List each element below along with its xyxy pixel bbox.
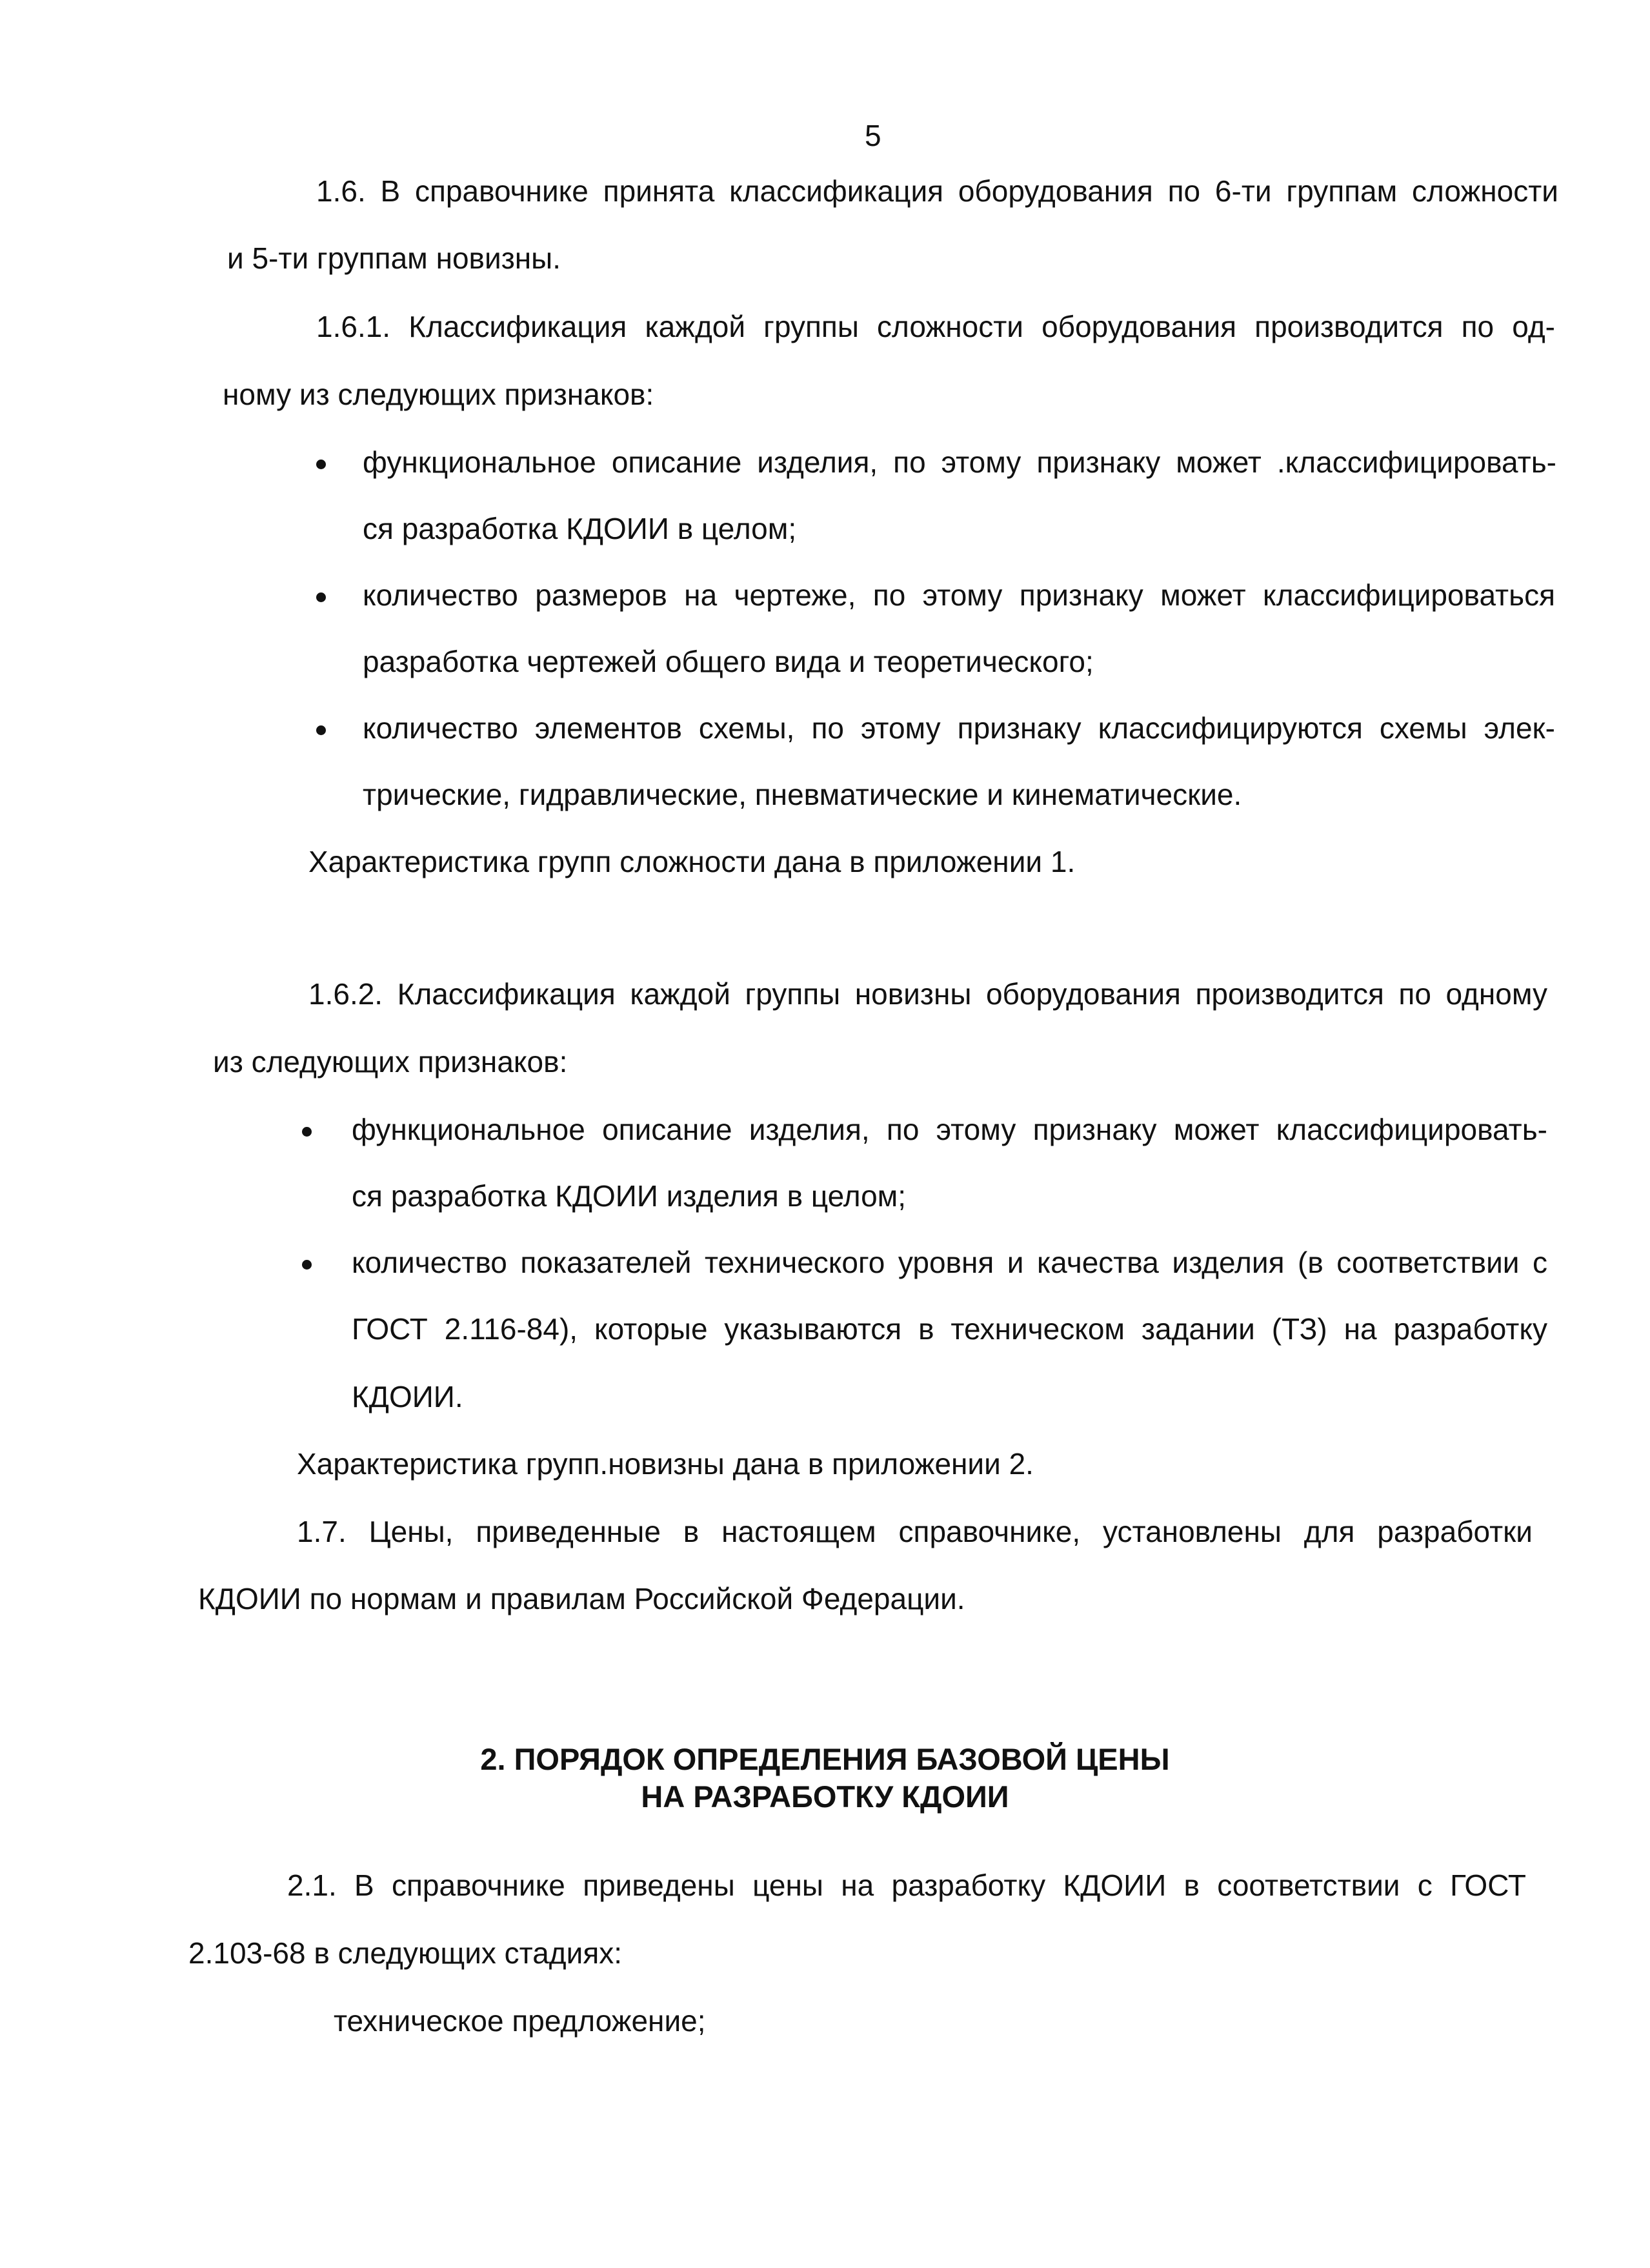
paragraph-1-7-line-2: КДОИИ по нормам и правилам Российской Федерации. <box>198 1582 965 1615</box>
paragraph-1-6-1-line-1: 1.6.1. Классификация каждой группы сложности оборудования производится по од- <box>316 310 1555 343</box>
section-2-heading-line-2: НА РАЗРАБОТКУ КДОИИ <box>641 1779 1009 1814</box>
paragraph-1-6-2-line-1: 1.6.2. Классификация каждой группы новизны оборудования производится по одному <box>308 977 1547 1011</box>
list-item-1-6-2-b-line-3: КДОИИ. <box>352 1380 463 1413</box>
bullet-icon <box>316 725 326 735</box>
paragraph-1-6-line-2: и 5-ти группам новизны. <box>227 241 561 275</box>
list-item-1-6-2-b-line-1: количество показателей технического уровня и качества изделия (в соответствии с <box>352 1246 1547 1279</box>
bullet-icon <box>302 1260 312 1270</box>
list-item-1-6-1-a-line-1: функциональное описание изделия, по этому признаку может .классифицировать- <box>363 445 1556 479</box>
paragraph-1-6-1-line-2: ному из следующих признаков: <box>223 378 654 411</box>
list-item-1-6-2-a-line-2: ся разработка КДОИИ изделия в целом; <box>352 1179 907 1213</box>
paragraph-1-6-line-1: 1.6. В справочнике принята классификация оборудования по 6-ти группам сложности <box>316 174 1558 208</box>
paragraph-2-1-line-2: 2.103-68 в следующих стадиях: <box>188 1936 623 1970</box>
list-item-1-6-1-b-line-1: количество размеров на чертеже, по этому признаку может классифицироваться <box>363 578 1555 612</box>
stage-item-technical-proposal: техническое предложение; <box>334 2004 706 2038</box>
paragraph-1-6-2-line-2: из следующих признаков: <box>213 1045 568 1078</box>
paragraph-2-1-line-1: 2.1. В справочнике приведены цены на разработку КДОИИ в соответствии с ГОСТ <box>287 1868 1526 1902</box>
list-item-1-6-1-b-line-2: разработка чертежей общего вида и теоретического; <box>363 645 1094 678</box>
section-2-heading-line-1: 2. ПОРЯДОК ОПРЕДЕЛЕНИЯ БАЗОВОЙ ЦЕНЫ <box>480 1742 1170 1776</box>
list-item-1-6-1-c-line-2: трические, гидравлические, пневматические и кинематические. <box>363 778 1242 811</box>
list-item-1-6-1-a-line-2: ся разработка КДОИИ в целом; <box>363 512 797 545</box>
bullet-icon <box>316 460 326 469</box>
list-item-1-6-1-c-line-1: количество элементов схемы, по этому признаку классифицируются схемы элек- <box>363 711 1555 745</box>
note-novelty-groups: Характеристика групп.новизны дана в приложении 2. <box>297 1447 1034 1481</box>
note-complexity-groups: Характеристика групп сложности дана в приложении 1. <box>308 845 1076 878</box>
paragraph-1-7-line-1: 1.7. Цены, приведенные в настоящем справочнике, установлены для разработки <box>297 1515 1533 1548</box>
bullet-icon <box>302 1127 312 1137</box>
list-item-1-6-2-a-line-1: функциональное описание изделия, по этому признаку может классифицировать- <box>352 1113 1547 1146</box>
list-item-1-6-2-b-line-2: ГОСТ 2.116-84), которые указываются в техническом задании (ТЗ) на разработку <box>352 1312 1547 1346</box>
page-number: 5 <box>865 119 881 152</box>
bullet-icon <box>316 592 326 602</box>
